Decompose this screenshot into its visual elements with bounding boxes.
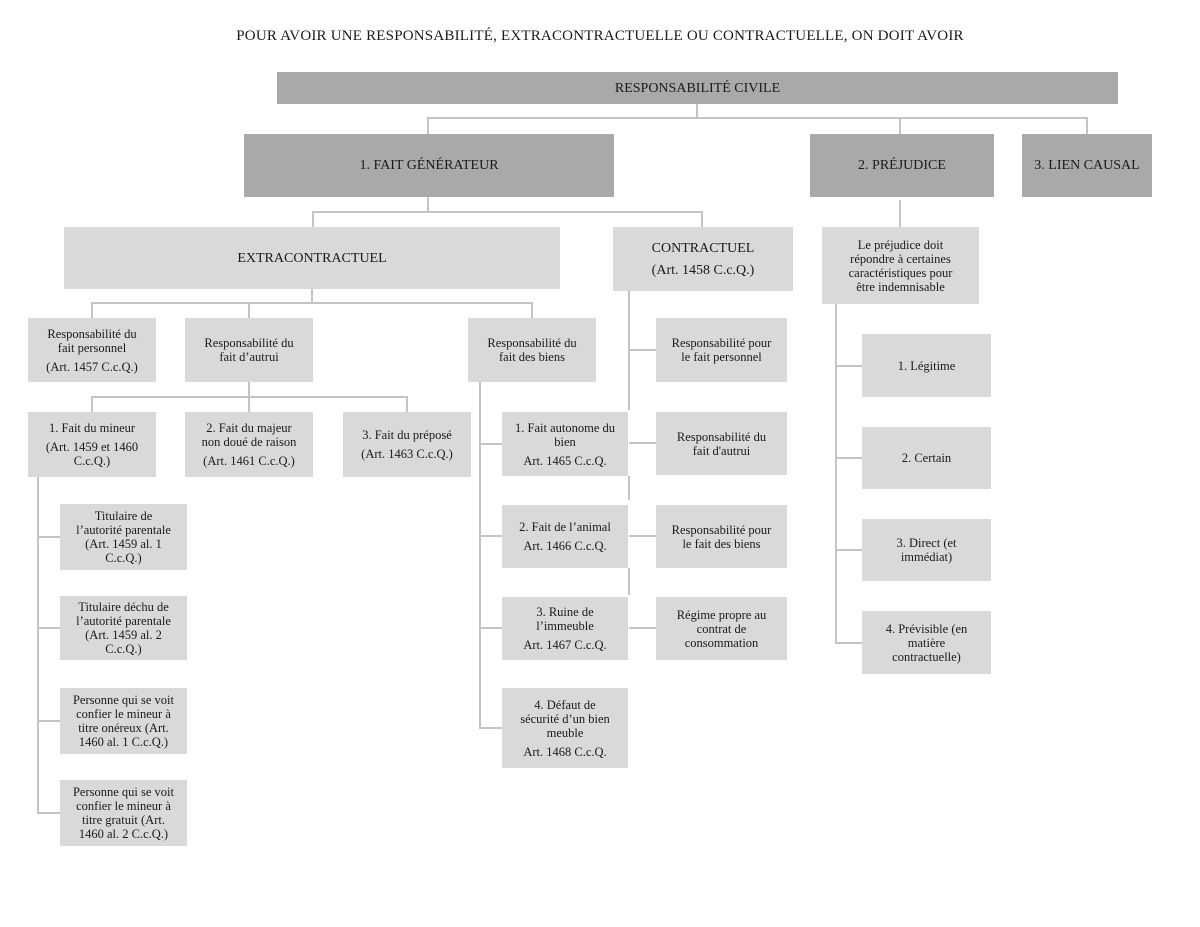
fait-prepose-label: 3. Fait du préposé — [362, 428, 452, 442]
fait-autrui-line: Responsabilité du — [204, 336, 294, 350]
prejudice-item-line: 1. Légitime — [897, 358, 956, 373]
contractuel-item-line: le fait personnel — [681, 350, 762, 364]
fait-personnel-line: Responsabilité du — [47, 326, 137, 341]
mineur-case-line: C.c.Q.) — [105, 551, 142, 565]
contractuel-item-line: Régime propre au — [676, 607, 767, 622]
prejudice-item-line: 3. Direct (et — [896, 536, 957, 550]
mineur-case-box — [60, 596, 187, 660]
prejudice-description-line: Le préjudice doit — [857, 237, 944, 252]
fait-bien-item-article: Art. 1467 C.c.Q. — [523, 638, 607, 652]
fait-generateur-label: 1. FAIT GÉNÉRATEUR — [359, 158, 499, 173]
mineur-case-line: (Art. 1459 al. 1 — [85, 537, 162, 551]
fait-bien-item-line: 2. Fait de l’animal — [519, 520, 611, 534]
fait-mineur-article: C.c.Q.) — [73, 454, 111, 468]
contractuel-article: (Art. 1458 C.c.Q.) — [651, 262, 755, 278]
fait-bien-item-box — [502, 597, 628, 660]
fait-bien-item-line: meuble — [546, 725, 584, 740]
fait-bien-item-box — [502, 412, 628, 476]
fait-prepose-article: (Art. 1463 C.c.Q.) — [361, 447, 453, 461]
fait-autrui-line: fait d’autrui — [219, 350, 279, 364]
root-label: RESPONSABILITÉ CIVILE — [614, 80, 781, 96]
fait-generateur-box — [244, 134, 614, 197]
mineur-case-line: Personne qui se voit — [72, 785, 175, 799]
fait-majeur-label: 2. Fait du majeur — [206, 421, 292, 435]
prejudice-item-box — [862, 611, 991, 674]
lien-causal-label: 3. LIEN CAUSAL — [1034, 158, 1140, 173]
mineur-case-line: titre gratuit (Art. — [82, 813, 165, 827]
prejudice-description-line: caractéristiques pour — [848, 265, 953, 280]
contractuel-item-line: contrat de — [696, 621, 747, 636]
fait-bien-item-article: Art. 1468 C.c.Q. — [523, 744, 607, 759]
mineur-case-box — [60, 780, 187, 846]
contractuel-item-line: Responsabilité pour — [671, 336, 772, 350]
contractuel-item-line: Responsabilité du — [676, 429, 767, 444]
fait-majeur-article: (Art. 1461 C.c.Q.) — [203, 454, 295, 468]
fait-personnel-article: (Art. 1457 C.c.Q.) — [46, 359, 138, 374]
fait-biens-box — [468, 318, 596, 382]
contractuel-label: CONTRACTUEL — [651, 240, 755, 256]
fait-bien-item-line: 1. Fait autonome du — [515, 420, 615, 435]
prejudice-item-line: contractuelle) — [892, 649, 961, 664]
fait-biens-line: fait des biens — [499, 350, 565, 364]
contractuel-item-line: Responsabilité pour — [671, 522, 772, 537]
fait-bien-item-box — [502, 688, 628, 768]
lien-causal-box — [1022, 134, 1152, 197]
mineur-case-line: l’autorité parentale — [76, 523, 171, 537]
contractuel-item-line: consommation — [684, 635, 759, 650]
fait-bien-item-line: bien — [554, 434, 576, 449]
prejudice-item-box — [862, 427, 991, 489]
contractuel-item-line: fait d'autrui — [692, 443, 751, 458]
mineur-case-line: (Art. 1459 al. 2 — [85, 628, 162, 642]
prejudice-item-line: matière — [907, 635, 946, 650]
mineur-case-line: Personne qui se voit — [72, 693, 175, 707]
prejudice-item-line: 4. Prévisible (en — [885, 621, 968, 636]
prejudice-item-line: immédiat) — [900, 550, 953, 564]
fait-prepose-box — [343, 412, 471, 477]
mineur-case-line: confier le mineur à — [76, 707, 171, 721]
mineur-case-line: l’autorité parentale — [76, 614, 171, 628]
mineur-case-line: Titulaire déchu de — [78, 600, 169, 614]
mineur-case-line: 1460 al. 2 C.c.Q.) — [78, 827, 169, 841]
contractuel-item-box — [656, 597, 787, 660]
contractuel-item-line: le fait des biens — [682, 536, 761, 551]
fait-bien-item-article: Art. 1466 C.c.Q. — [523, 539, 607, 553]
prejudice-description-line: répondre à certaines — [850, 251, 951, 266]
mineur-case-line: 1460 al. 1 C.c.Q.) — [78, 735, 169, 749]
fait-mineur-label: 1. Fait du mineur — [48, 421, 136, 435]
prejudice-item-box — [862, 334, 991, 397]
fait-majeur-label: non doué de raison — [201, 435, 297, 449]
prejudice-description-line: être indemnisable — [856, 279, 945, 294]
mineur-case-line: titre onéreux (Art. — [78, 721, 169, 735]
fait-bien-item-line: 3. Ruine de — [536, 605, 594, 619]
fait-bien-item-box — [502, 505, 628, 568]
fait-bien-item-line: 4. Défaut de — [534, 697, 596, 712]
extracontractuel-box — [64, 227, 560, 289]
mineur-case-line: confier le mineur à — [76, 799, 171, 813]
mineur-case-box — [60, 688, 187, 754]
root-responsabilite-civile — [277, 72, 1118, 104]
contractuel-item-box — [656, 412, 787, 475]
fait-mineur-box — [28, 412, 156, 477]
prejudice-box — [810, 134, 994, 197]
contractuel-item-box — [656, 505, 787, 568]
extracontractuel-label: EXTRACONTRACTUEL — [237, 250, 387, 266]
prejudice-item-box — [862, 519, 991, 581]
fait-bien-item-line: l’immeuble — [536, 619, 594, 633]
mineur-case-box — [60, 504, 187, 570]
diagram-title: POUR AVOIR UNE RESPONSABILITÉ, EXTRACONTRACTUELLE OU CONTRACTUELLE, ON DOIT AVOIR — [236, 28, 964, 44]
fait-mineur-article: (Art. 1459 et 1460 — [45, 440, 139, 454]
fait-personnel-box — [28, 318, 156, 382]
prejudice-description-box — [822, 227, 979, 304]
contractuel-box — [613, 227, 793, 291]
mineur-case-line: C.c.Q.) — [105, 642, 142, 656]
fait-bien-item-line: sécurité d’un bien — [520, 711, 610, 726]
prejudice-label: 2. PRÉJUDICE — [858, 158, 946, 173]
contractuel-item-box — [656, 318, 787, 382]
fait-autrui-box — [185, 318, 313, 382]
fait-biens-line: Responsabilité du — [487, 336, 577, 350]
mineur-case-line: Titulaire de — [94, 509, 153, 523]
prejudice-item-line: 2. Certain — [901, 451, 952, 465]
fait-bien-item-article: Art. 1465 C.c.Q. — [523, 453, 607, 468]
fait-personnel-line: fait personnel — [57, 340, 127, 355]
fait-majeur-box — [185, 412, 313, 477]
